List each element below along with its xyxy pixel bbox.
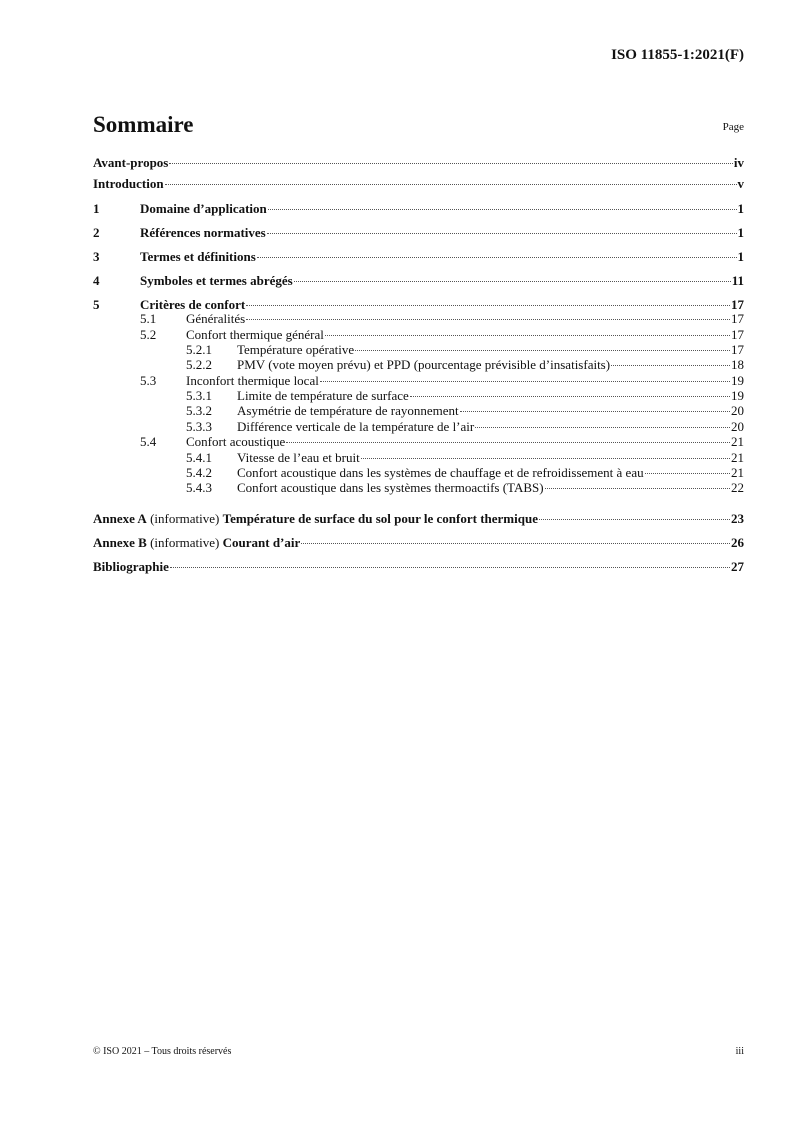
toc-entry-page: 21: [731, 450, 744, 465]
toc-entry-page: 20: [731, 419, 744, 434]
toc-entry-title: Termes et définitions: [140, 249, 256, 264]
toc-entry-page: 17: [731, 327, 744, 342]
toc-entry[interactable]: [93, 225, 744, 240]
toc-entry-page: 19: [731, 388, 744, 403]
toc-entry-number: 5.1: [140, 311, 157, 326]
dot-leader: [545, 488, 730, 489]
toc-entry-number: 5.3.1: [186, 388, 212, 403]
toc-entry-page: 26: [731, 535, 744, 550]
toc-entry[interactable]: [93, 388, 744, 403]
toc-entry-title: Confort acoustique: [186, 434, 286, 449]
toc-entry-title: Confort thermique général: [186, 327, 324, 342]
dot-leader: [170, 567, 730, 568]
toc-entry[interactable]: [93, 559, 744, 574]
toc-entry[interactable]: [93, 403, 744, 418]
toc-entry-title: Température opérative: [237, 342, 355, 357]
dot-leader: [611, 365, 730, 366]
page-column-label: Page: [722, 121, 744, 133]
footer-page-number: iii: [735, 1046, 744, 1057]
annex-label: Annexe A: [93, 511, 147, 526]
toc-entry-number: 5.4.1: [186, 450, 212, 465]
dot-leader: [169, 163, 733, 164]
dot-leader: [268, 209, 737, 210]
toc-entry[interactable]: [93, 450, 744, 465]
toc-entry-page: 19: [731, 373, 744, 388]
toc-entry-title: Avant-propos: [93, 155, 169, 170]
toc-entry-title: Asymétrie de température de rayonnement: [237, 403, 459, 418]
dot-leader: [246, 319, 730, 320]
toc-entry-number: 1: [93, 201, 100, 216]
toc-entry-page: 17: [731, 311, 744, 326]
toc-entry-title: Courant d’air: [222, 535, 301, 550]
annex-note: (informative): [150, 535, 220, 550]
toc-entry-page: iv: [733, 155, 744, 170]
toc-entry[interactable]: [93, 434, 744, 449]
dot-leader: [460, 411, 730, 412]
dot-leader: [301, 543, 730, 544]
dot-leader: [325, 335, 730, 336]
dot-leader: [246, 305, 730, 306]
toc-entry[interactable]: [93, 465, 744, 480]
toc-entry-number: 5.2.2: [186, 357, 212, 372]
toc-entry[interactable]: [93, 342, 744, 357]
toc-entry-number: 5: [93, 297, 100, 312]
toc-entry[interactable]: [93, 297, 744, 312]
toc-entry-title: Température de surface du sol pour le confort thermique: [222, 511, 538, 526]
toc-entry-title: Vitesse de l’eau et bruit: [237, 450, 360, 465]
toc-entry-title: Confort acoustique dans les systèmes thermoactifs (TABS): [237, 480, 544, 495]
toc-entry-title: Inconfort thermique local: [186, 373, 319, 388]
toc-entry-number: 5.4.2: [186, 465, 212, 480]
toc-entry-title: Confort acoustique dans les systèmes de chauffage et de refroidissement à eau: [237, 465, 644, 480]
toc-entry-number: 5.3.2: [186, 403, 212, 418]
toc-entry[interactable]: [93, 249, 744, 264]
toc-entry-title: Références normatives: [140, 225, 266, 240]
toc-entry-page: 1: [737, 249, 744, 264]
dot-leader: [355, 350, 730, 351]
dot-leader: [410, 396, 730, 397]
toc-entry[interactable]: [93, 357, 744, 372]
toc-entry-title: Domaine d’application: [140, 201, 267, 216]
toc-entry-page: 11: [731, 273, 744, 288]
annex-label: Annexe B: [93, 535, 147, 550]
footer-copyright: © ISO 2021 – Tous droits réservés: [93, 1046, 232, 1057]
toc-entry-page: 20: [731, 403, 744, 418]
toc-entry-number: 5.2: [140, 327, 157, 342]
toc-entry-number: 3: [93, 249, 100, 264]
dot-leader: [645, 473, 730, 474]
toc-entry-page: 1: [737, 225, 744, 240]
toc-title: Sommaire: [93, 112, 194, 137]
toc-entry-page: 18: [731, 357, 744, 372]
dot-leader: [286, 442, 730, 443]
toc-entry-page: 17: [731, 297, 744, 312]
dot-leader: [257, 257, 737, 258]
toc-entry-title: Différence verticale de la température de l’air: [237, 419, 475, 434]
toc-entry-number: 5.4.3: [186, 480, 212, 495]
toc-entry-number: 5.3: [140, 373, 157, 388]
toc-entry-page: 22: [731, 480, 744, 495]
toc-entry-number: 5.2.1: [186, 342, 212, 357]
document-id: ISO 11855-1:2021(F): [611, 47, 744, 63]
toc-entry-page: v: [737, 176, 744, 191]
toc-entry[interactable]: [93, 155, 744, 170]
dot-leader: [475, 427, 730, 428]
toc-entry[interactable]: [93, 419, 744, 434]
toc-entry-title: Bibliographie: [93, 559, 169, 574]
toc-entry[interactable]: [93, 327, 744, 342]
toc-entry-page: 21: [731, 434, 744, 449]
toc-entry-title: Limite de température de surface: [237, 388, 409, 403]
toc-entry[interactable]: [93, 373, 744, 388]
toc-entry-page: 21: [731, 465, 744, 480]
toc-entry-title: Critères de confort: [140, 297, 246, 312]
toc-entry-number: 5.4: [140, 434, 157, 449]
toc-entry-title: Introduction: [93, 176, 164, 191]
toc-entry[interactable]: [93, 176, 744, 191]
toc-entry-number: 5.3.3: [186, 419, 212, 434]
toc-entry-page: 23: [731, 511, 744, 526]
toc-entry-number: 4: [93, 273, 100, 288]
dot-leader: [361, 458, 730, 459]
toc-entry-page: 27: [731, 559, 744, 574]
toc-entry[interactable]: [93, 535, 744, 550]
toc-entry[interactable]: [93, 311, 744, 326]
toc-entry[interactable]: [93, 273, 744, 288]
annex-note: (informative): [150, 511, 220, 526]
toc-entry-number: 2: [93, 225, 100, 240]
toc-entry-title: Généralités: [186, 311, 246, 326]
dot-leader: [539, 519, 730, 520]
toc-entry[interactable]: [93, 201, 744, 216]
toc-entry[interactable]: [93, 511, 744, 526]
toc-entry-page: 17: [731, 342, 744, 357]
toc-entry-page: 1: [737, 201, 744, 216]
dot-leader: [320, 381, 730, 382]
dot-leader: [294, 281, 731, 282]
toc-entry-title: Symboles et termes abrégés: [140, 273, 293, 288]
toc-entry[interactable]: [93, 480, 744, 495]
dot-leader: [165, 184, 737, 185]
dot-leader: [267, 233, 737, 234]
toc-entry-title: PMV (vote moyen prévu) et PPD (pourcentage prévisible d’insatisfaits): [237, 357, 611, 372]
